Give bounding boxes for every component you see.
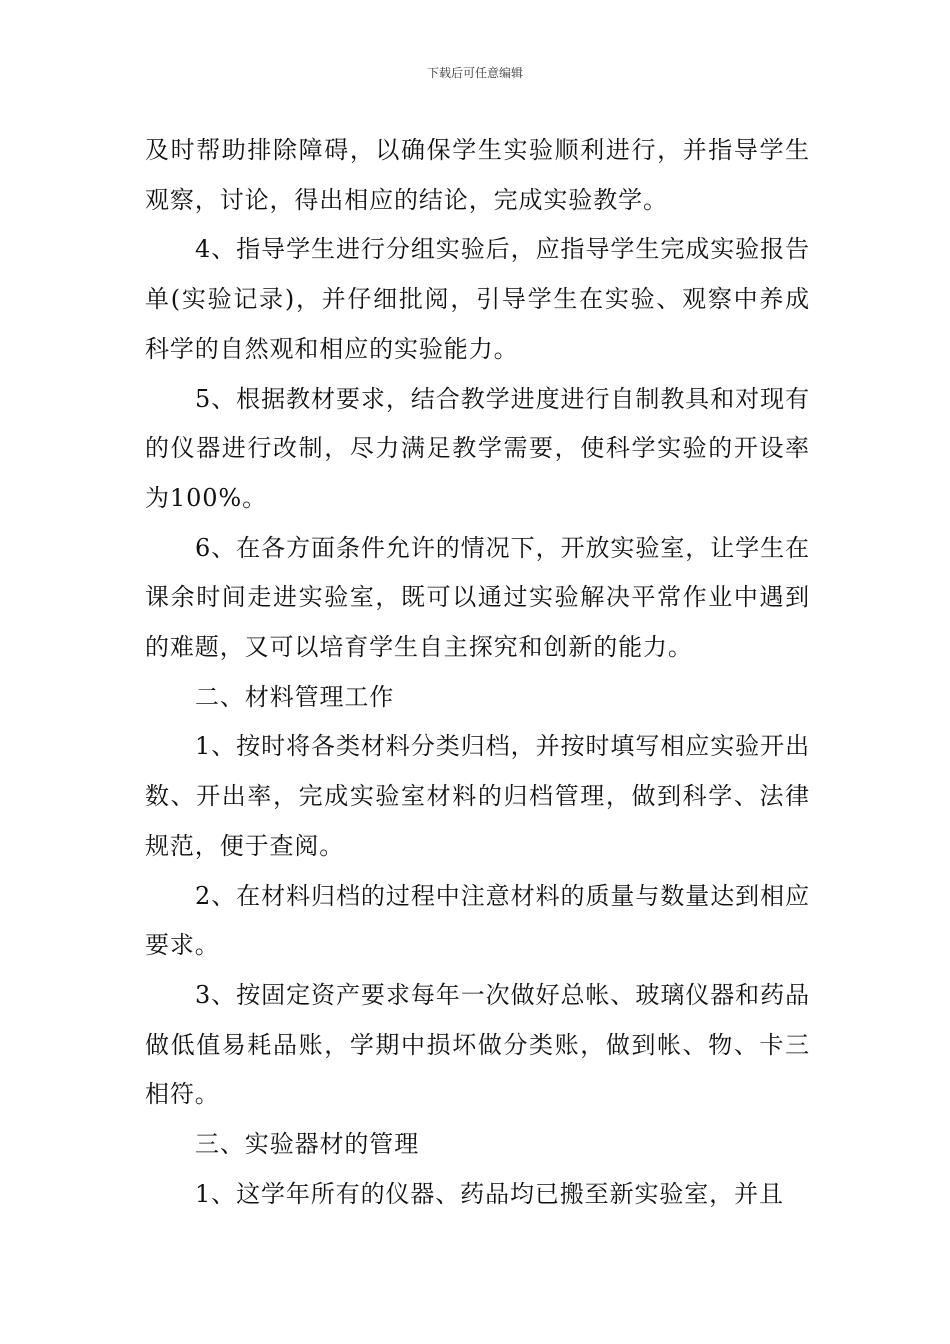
paragraph: 及时帮助排除障碍，以确保学生实验顺利进行，并指导学生观察，讨论，得出相应的结论，完成实验教学。 xyxy=(145,136,810,214)
page-header-note: 下载后可任意编辑 xyxy=(426,66,523,80)
document-body xyxy=(145,126,810,1219)
paragraph: 1、按时将各类材料分类归档，并按时填写相应实验开出数、开出率，完成实验室材料的归档管理，做到科学、法律规范，便于查阅。 xyxy=(145,732,810,860)
paragraph: 5、根据教材要求，结合教学进度进行自制教具和对现有的仪器进行改制，尽力满足教学需要，使科学实验的开设率为100%。 xyxy=(145,384,810,512)
paragraph: 2、在材料归档的过程中注意材料的质量与数量达到相应要求。 xyxy=(145,881,810,960)
paragraph: 3、按固定资产要求每年一次做好总帐、玻璃仪器和药品做低值易耗品账，学期中损坏做分类账，做到帐、物、卡三相符。 xyxy=(145,980,810,1109)
section-heading: 二、材料管理工作 xyxy=(195,682,395,711)
paragraph: 4、指导学生进行分组实验后，应指导学生完成实验报告单(实验记录)，并仔细批阅，引导学生在实验、观察中养成科学的自然观和相应的实验能力。 xyxy=(145,235,810,363)
section-heading: 三、实验器材的管理 xyxy=(195,1130,420,1159)
paragraph: 6、在各方面条件允许的情况下，开放实验室，让学生在课余时间走进实验室，既可以通过实验解决平常作业中遇到的难题，又可以培育学生自主探究和创新的能力。 xyxy=(145,533,810,662)
paragraph: 1、这学年所有的仪器、药品均已搬至新实验室，并且 xyxy=(195,1179,784,1208)
